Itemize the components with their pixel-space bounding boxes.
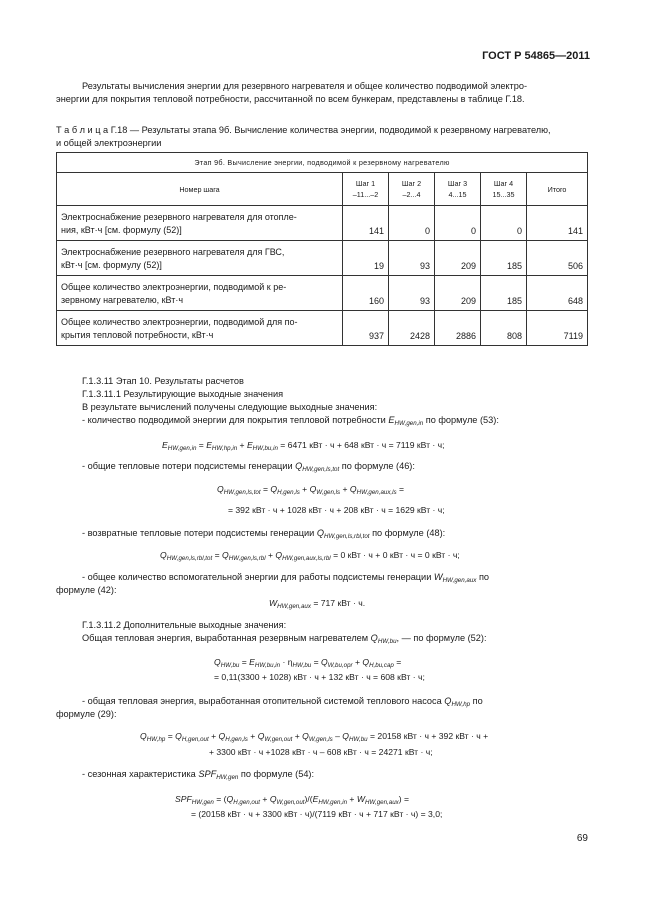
cell-value: 2428: [389, 311, 435, 346]
table-row: [57, 276, 588, 311]
cell-total: 506: [527, 241, 588, 276]
energy-input-item: - количество подводимой энергии для покрытия тепловой потребности $E_{HW,gen,in}$ по формуле (53):: [82, 415, 499, 427]
col-step-3: Шаг 3 4...15: [435, 173, 481, 206]
formula-53: $E_{HW,gen,in} = E_{HW,hp,in} + E_{HW,bu,in} = 6471$ кВт · ч + 648 кВт · ч = 7119 кВт · ч;: [162, 440, 445, 452]
col-step-number: Номер шага: [57, 173, 343, 206]
row-label: Электроснабжение резервного нагревателя для ГВС, кВт·ч [см. формулу (52)]: [57, 241, 343, 276]
cell-value: 185: [481, 241, 527, 276]
cell-value: 0: [435, 206, 481, 241]
intro-paragraph: [56, 80, 588, 106]
formula-54: $SPF_{HW,gen} = (Q_{H,gen,out} + Q_{W,gen,out})/(E_{HW,gen,in} + W_{HW,gen,aux})$ =: [175, 794, 410, 806]
table-row: [57, 206, 588, 241]
cell-value: 93: [389, 241, 435, 276]
section-10-1-heading: Г.1.3.11.1 Результирующие выходные значения: [82, 389, 284, 399]
intro-line-1: Результаты вычисления энергии для резервного нагревателя и общее количество подводимой электро-: [82, 81, 528, 91]
cell-value: 93: [389, 276, 435, 311]
cell-value: 808: [481, 311, 527, 346]
row-label: Электроснабжение резервного нагревателя для отопле- ния, кВт·ч [см. формулу (52)]: [57, 206, 343, 241]
formula-54-result: = (20158 кВт · ч + 3300 кВт · ч)/(7119 кВт · ч + 717 кВт · ч) = 3,0;: [191, 809, 443, 819]
table-caption-line-2: и общей электроэнергии: [56, 138, 162, 148]
cell-total: 141: [527, 206, 588, 241]
cell-value: 185: [481, 276, 527, 311]
backup-heat-item: Общая тепловая энергия, выработанная резервным нагревателем $Q_{HW,bu}$, — по формуле (52):: [82, 633, 487, 645]
section-10-2-heading: Г.1.3.11.2 Дополнительные выходные значения:: [82, 620, 287, 630]
section-10-heading: Г.1.3.11 Этап 10. Результаты расчетов: [82, 376, 244, 386]
formula-46: $Q_{HW,gen,ls,tot} = Q_{H,gen,ls} + Q_{W,gen,ls} + Q_{HW,gen,aux,ls}$ =: [217, 484, 405, 496]
cell-value: 0: [481, 206, 527, 241]
formula-29: $Q_{HW,hp} = Q_{H,gen,out} + Q_{H,gen,ls} + Q_{W,gen,out} + Q_{W,gen,ls} - Q_{HW,bu} = 20158$ кВт · ч + 392 кВт · ч +: [140, 731, 489, 743]
table-stage-caption: Этап 9б. Вычисление энергии, подводимой к резервному нагревателю: [57, 153, 588, 173]
cell-value: 2886: [435, 311, 481, 346]
formula-46-result: = 392 кВт · ч + 1028 кВт · ч + 208 кВт · ч = 1629 кВт · ч;: [228, 505, 445, 515]
row-label: Общее количество электроэнергии, подводимой для по- крытия тепловой потребности, кВт·ч: [57, 311, 343, 346]
formula-48: $Q_{HW,gen,ls,rbl,tot} = Q_{HW,gen,ls,rbl} + Q_{HW,gen,aux,ls,rbl} = 0$ кВт · ч + 0 кВт · ч = 0 кВт · ч;: [160, 550, 460, 562]
formula-29-result: + 3300 кВт · ч +1028 кВт · ч – 608 кВт · ч = 24271 кВт · ч;: [209, 747, 433, 757]
table-caption-line-1: Т а б л и ц а Г.18 — Результаты этапа 9б. Вычисление количества энергии, подводимой к резервному нагревателю,: [56, 125, 551, 135]
col-total: Итого: [527, 173, 588, 206]
formula-52-result: = 0,11(3300 + 1028) кВт · ч + 132 кВт · ч = 608 кВт · ч;: [214, 672, 425, 682]
col-step-1: Шаг 1 –11...–2: [343, 173, 389, 206]
table-caption: [56, 124, 596, 150]
cell-total: 648: [527, 276, 588, 311]
cell-value: 141: [343, 206, 389, 241]
heat-pump-heat-item: - общая тепловая энергия, выработанная отопительной системой теплового насоса $Q_{HW,hp}$ по формуле (29):: [56, 696, 483, 719]
aux-energy-item: - общее количество вспомогательной энергии для работы подсистемы генерации $W_{HW,gen,aux}$ по формуле (42):: [56, 572, 490, 595]
page-number: 69: [576, 833, 588, 844]
table-header-row: [57, 173, 588, 206]
total-losses-item: - общие тепловые потери подсистемы генерации $Q_{HW,gen,ls,tot}$ по формуле (46):: [82, 461, 415, 473]
formula-52: $Q_{HW,bu} = E_{HW,bu,in} \cdot \eta_{HW,bu} = Q_{W,bu,opr} + Q_{H,bu,cap}$ =: [214, 657, 402, 669]
cell-value: 937: [343, 311, 389, 346]
intro-line-2: энергии для покрытия тепловой потребности, рассчитанной по всем бункерам, представлены в таблице Г.18.: [56, 94, 525, 104]
cell-value: 209: [435, 276, 481, 311]
results-table: [56, 152, 588, 346]
cell-value: 160: [343, 276, 389, 311]
spf-item: - сезонная характеристика $SPF_{HW,gen}$ по формуле (54):: [82, 769, 315, 781]
table-row: [57, 241, 588, 276]
cell-value: 19: [343, 241, 389, 276]
cell-value: 0: [389, 206, 435, 241]
document-header: ГОСТ Р 54865—2011: [482, 50, 590, 62]
table-row: [57, 311, 588, 346]
cell-value: 209: [435, 241, 481, 276]
results-intro: В результате вычислений получены следующие выходные значения:: [82, 402, 378, 412]
cell-total: 7119: [527, 311, 588, 346]
recovered-losses-item: - возвратные тепловые потери подсистемы генерации $Q_{HW,gen,ls,rbl,tot}$ по формуле (48):: [82, 528, 446, 540]
col-step-4: Шаг 4 15...35: [481, 173, 527, 206]
formula-42: $W_{HW,gen,aux} = 717$ кВт · ч.: [269, 598, 366, 610]
row-label: Общее количество электроэнергии, подводимой к ре- зервному нагревателю, кВт·ч: [57, 276, 343, 311]
col-step-2: Шаг 2 –2...4: [389, 173, 435, 206]
